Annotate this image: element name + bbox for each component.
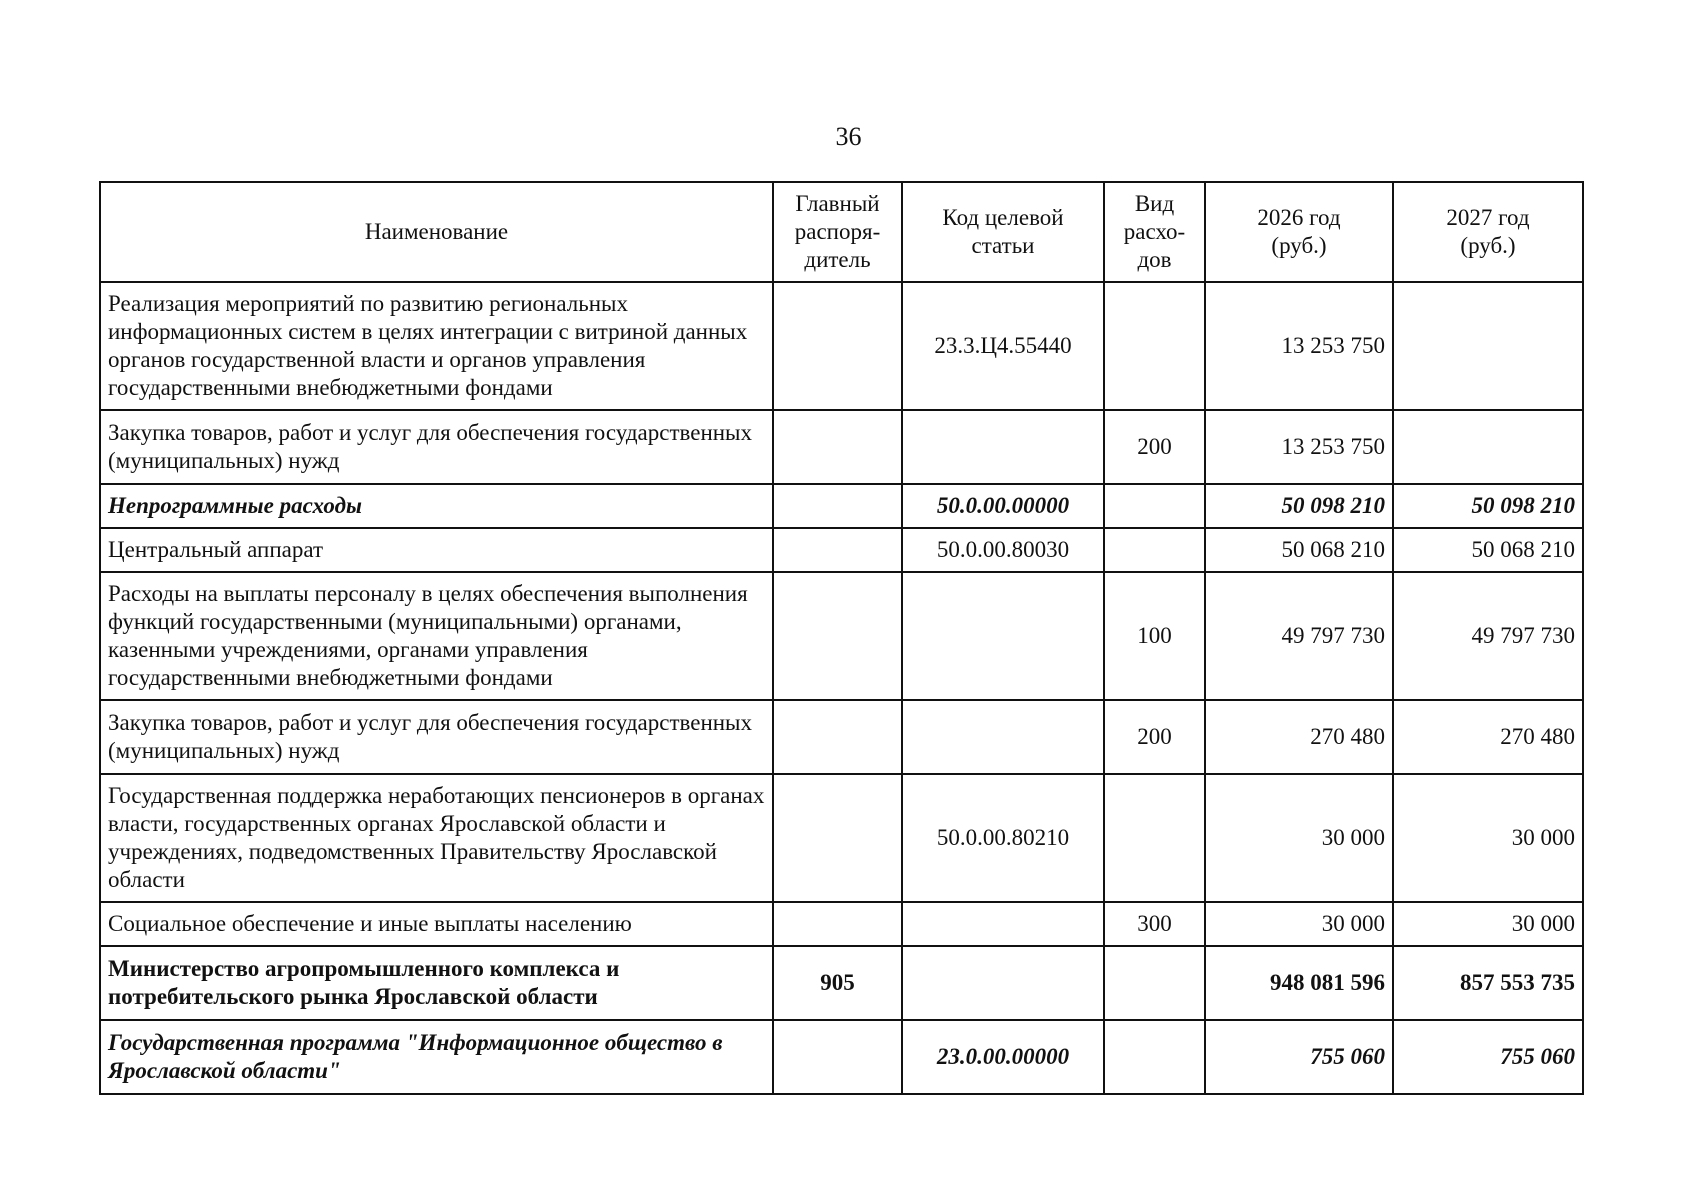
row-name: Социальное обеспечение и иные выплаты населению [100,902,773,946]
table-row [100,1020,1583,1094]
row-value-2026: 13 253 750 [1205,282,1393,410]
table-row [100,410,1583,484]
row-value-2027: 755 060 [1393,1020,1583,1094]
row-value-2026: 30 000 [1205,902,1393,946]
row-name: Государственная программа "Информационное общество в Ярославской области" [100,1020,773,1094]
row-type [1104,484,1205,528]
row-name: Центральный аппарат [100,528,773,572]
row-type: 200 [1104,410,1205,484]
header-main-administrator: Главный распоря-дитель [773,182,902,282]
row-type: 100 [1104,572,1205,700]
row-admin [773,484,902,528]
row-name: Закупка товаров, работ и услуг для обеспечения государственных (муниципальных) нужд [100,700,773,774]
row-value-2026: 270 480 [1205,700,1393,774]
table-header-row [100,182,1583,282]
header-year-2026: 2026 год (руб.) [1205,182,1393,282]
row-value-2027 [1393,282,1583,410]
row-value-2026: 755 060 [1205,1020,1393,1094]
row-name: Расходы на выплаты персоналу в целях обеспечения выполнения функций государственными (муниципальными) органами, казенными учреждениями, органами управления государственными внебюджетными фондами [100,572,773,700]
table-row [100,528,1583,572]
row-name: Государственная поддержка неработающих пенсионеров в органах власти, государственных органах Ярославской области и учреждениях, подведомственных Правительству Ярославской области [100,774,773,902]
row-code [902,572,1104,700]
row-admin [773,572,902,700]
row-value-2027: 30 000 [1393,774,1583,902]
table-row [100,902,1583,946]
row-name: Закупка товаров, работ и услуг для обеспечения государственных (муниципальных) нужд [100,410,773,484]
row-admin [773,1020,902,1094]
row-type [1104,1020,1205,1094]
row-value-2027: 49 797 730 [1393,572,1583,700]
row-code [902,902,1104,946]
row-value-2027: 857 553 735 [1393,946,1583,1020]
row-value-2026: 30 000 [1205,774,1393,902]
table-row [100,282,1583,410]
row-code: 50.0.00.00000 [902,484,1104,528]
row-code: 50.0.00.80030 [902,528,1104,572]
row-admin [773,902,902,946]
row-admin: 905 [773,946,902,1020]
row-admin [773,410,902,484]
header-target-code: Код целевой статьи [902,182,1104,282]
row-code [902,700,1104,774]
row-admin [773,700,902,774]
row-name: Реализация мероприятий по развитию региональных информационных систем в целях интеграции с витриной данных органов государственной власти и органов управления государственными внебюджетными фондами [100,282,773,410]
row-value-2027: 50 068 210 [1393,528,1583,572]
row-value-2026: 13 253 750 [1205,410,1393,484]
row-code [902,410,1104,484]
row-value-2026: 49 797 730 [1205,572,1393,700]
row-type [1104,774,1205,902]
row-name: Министерство агропромышленного комплекса и потребительского рынка Ярославской области [100,946,773,1020]
row-code [902,946,1104,1020]
table-row [100,946,1583,1020]
row-type [1104,282,1205,410]
row-type [1104,528,1205,572]
table-row [100,484,1583,528]
row-admin [773,774,902,902]
row-value-2027: 50 098 210 [1393,484,1583,528]
row-code: 23.3.Ц4.55440 [902,282,1104,410]
row-admin [773,528,902,572]
row-value-2026: 50 068 210 [1205,528,1393,572]
row-code: 50.0.00.80210 [902,774,1104,902]
row-admin [773,282,902,410]
row-type: 200 [1104,700,1205,774]
budget-table [99,181,1584,1095]
row-value-2027 [1393,410,1583,484]
header-expense-type: Вид расхо-дов [1104,182,1205,282]
row-value-2027: 270 480 [1393,700,1583,774]
table-row [100,700,1583,774]
header-year-2027: 2027 год (руб.) [1393,182,1583,282]
row-value-2026: 948 081 596 [1205,946,1393,1020]
header-name: Наименование [100,182,773,282]
row-type [1104,946,1205,1020]
row-value-2027: 30 000 [1393,902,1583,946]
row-name: Непрограммные расходы [100,484,773,528]
row-code: 23.0.00.00000 [902,1020,1104,1094]
table-row [100,774,1583,902]
table-row [100,572,1583,700]
row-type: 300 [1104,902,1205,946]
page-number: 36 [835,122,862,151]
row-value-2026: 50 098 210 [1205,484,1393,528]
